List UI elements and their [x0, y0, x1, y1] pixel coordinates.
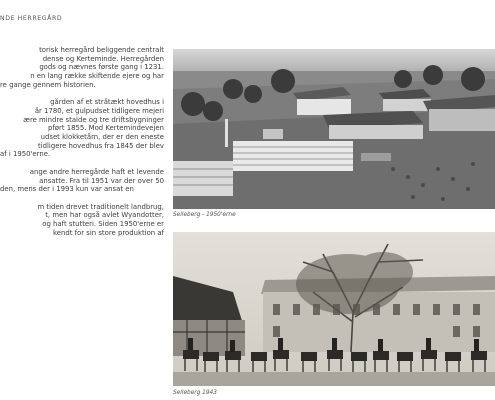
photo-caption: Selleberg 1943	[173, 390, 217, 396]
text-line: dense og Kerteminde. Herregården	[42, 54, 164, 63]
aerial-estate-photo	[173, 49, 495, 209]
text-line: og haft stutteri. Siden 1950'erne er	[42, 220, 164, 229]
paragraph-farming	[0, 203, 164, 238]
text-line: gården af et stråtækt hovedhus i	[50, 98, 164, 107]
text-line: re gange gennem historien.	[0, 80, 96, 89]
text-line: m tiden drevet traditionelt landbrug,	[37, 202, 164, 211]
text-line: ange andre herregårde haft et levende	[29, 167, 164, 176]
text-line: pført 1855. Mod Kertemindevejen	[47, 124, 164, 133]
text-line: torisk herregård beliggende centralt	[39, 46, 164, 54]
text-line: udset klokketårn, der er den eneste	[40, 133, 164, 142]
horses-manor-photo	[173, 232, 495, 386]
paragraph-history	[0, 46, 164, 90]
text-line: t, men har også avlet Wyandotter,	[45, 211, 164, 220]
photo-caption: Selleberg - 1950'erne	[173, 212, 236, 218]
text-line: af i 1950'erne.	[0, 150, 51, 159]
text-line: år 1780, et gulpudset tidligere mejeri	[34, 106, 164, 115]
text-line: tidligere hovedhus fra 1845 der blev	[38, 141, 164, 150]
text-line: gods og nævnes første gang i 1231.	[39, 63, 164, 72]
body-text	[0, 46, 164, 246]
text-line: ære mindre stalde og tre driftsbygninger	[23, 115, 164, 124]
paragraph-buildings	[0, 98, 164, 159]
text-line: kendt for sin store produktion af	[52, 228, 164, 237]
page-header: NDE HERREGÅRD	[0, 15, 63, 22]
paragraph-workers	[0, 168, 164, 194]
text-line: den, mens der i 1993 kun var ansat en	[0, 185, 134, 194]
text-line: n en lang række skiftende ejere og har	[30, 72, 164, 81]
text-line: ansatte. Fra til 1951 var der over 50	[39, 176, 164, 185]
